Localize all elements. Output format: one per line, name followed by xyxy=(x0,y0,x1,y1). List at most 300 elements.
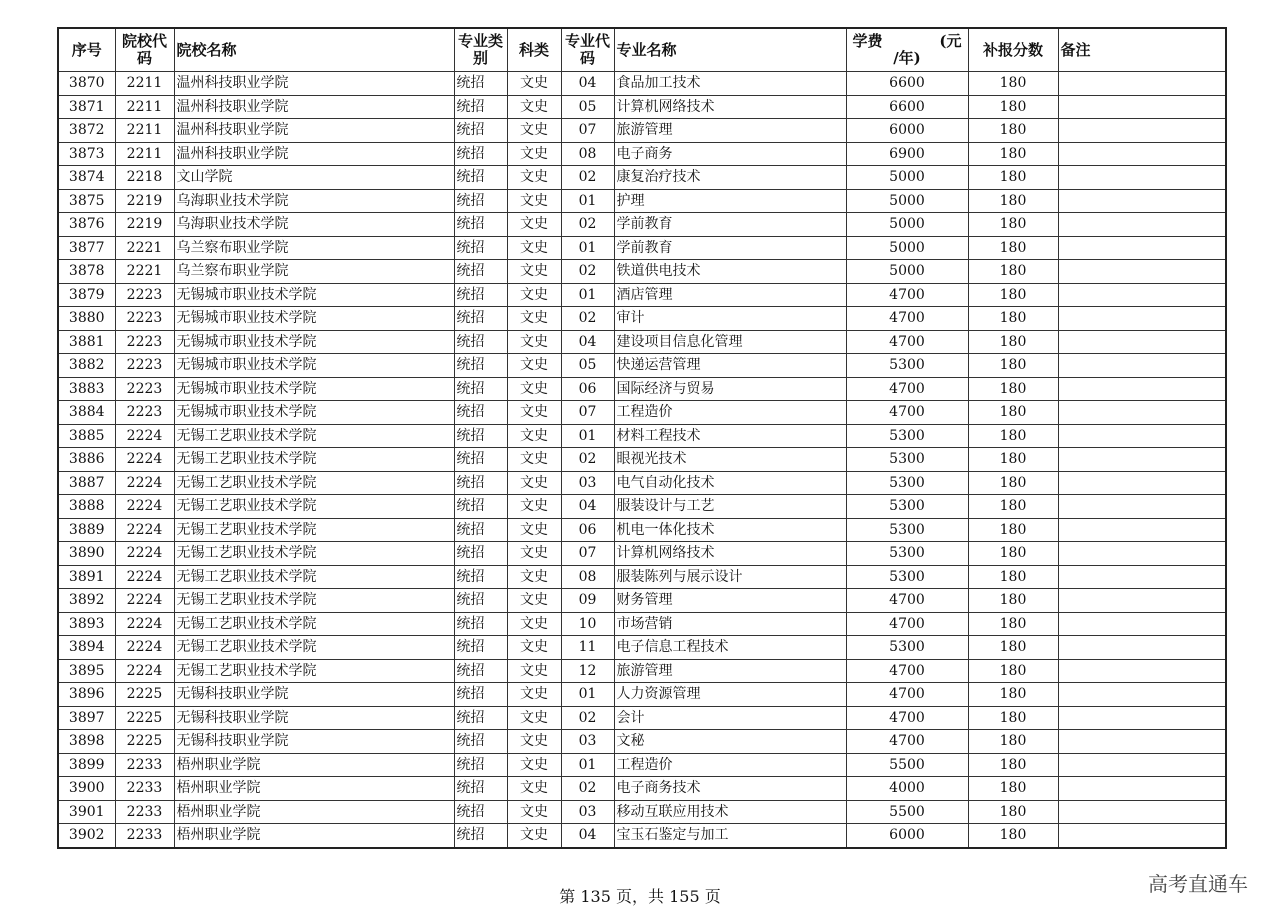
cell-school-code: 2233 xyxy=(115,777,174,801)
cell-major-code: 07 xyxy=(561,401,614,425)
cell-fee: 5300 xyxy=(846,565,968,589)
table-row xyxy=(58,401,1226,425)
cell-fee: 4700 xyxy=(846,730,968,754)
cell-major-name: 人力资源管理 xyxy=(614,683,846,707)
cell-seq: 3897 xyxy=(58,706,115,730)
cell-school-name: 梧州职业学院 xyxy=(174,800,454,824)
cell-school-name: 无锡工艺职业技术学院 xyxy=(174,565,454,589)
cell-school-code: 2223 xyxy=(115,377,174,401)
header-notes: 备注 xyxy=(1058,28,1226,72)
cell-score: 180 xyxy=(968,730,1058,754)
cell-major-code: 02 xyxy=(561,213,614,237)
cell-school-code: 2224 xyxy=(115,518,174,542)
cell-seq: 3888 xyxy=(58,495,115,519)
cell-major-code: 01 xyxy=(561,189,614,213)
cell-score: 180 xyxy=(968,565,1058,589)
cell-score: 180 xyxy=(968,142,1058,166)
cell-subject: 文史 xyxy=(507,236,561,260)
cell-subject: 文史 xyxy=(507,213,561,237)
cell-school-name: 无锡城市职业技术学院 xyxy=(174,354,454,378)
cell-major-code: 06 xyxy=(561,518,614,542)
table-row xyxy=(58,636,1226,660)
cell-school-code: 2221 xyxy=(115,236,174,260)
cell-notes xyxy=(1058,283,1226,307)
cell-category: 统招 xyxy=(454,471,507,495)
cell-fee: 6000 xyxy=(846,119,968,143)
cell-category: 统招 xyxy=(454,495,507,519)
header-fee xyxy=(846,28,968,72)
cell-school-name: 文山学院 xyxy=(174,166,454,190)
cell-fee: 5300 xyxy=(846,542,968,566)
cell-notes xyxy=(1058,260,1226,284)
cell-notes xyxy=(1058,659,1226,683)
cell-school-code: 2223 xyxy=(115,354,174,378)
cell-school-code: 2224 xyxy=(115,542,174,566)
cell-school-name: 无锡工艺职业技术学院 xyxy=(174,659,454,683)
cell-seq: 3872 xyxy=(58,119,115,143)
table-row xyxy=(58,800,1226,824)
cell-major-code: 01 xyxy=(561,424,614,448)
cell-notes xyxy=(1058,753,1226,777)
watermark: 高考直通车 xyxy=(1148,872,1248,896)
cell-major-code: 04 xyxy=(561,495,614,519)
cell-seq: 3870 xyxy=(58,72,115,96)
cell-category: 统招 xyxy=(454,213,507,237)
header-school-code: 院校代码 xyxy=(115,28,174,72)
cell-subject: 文史 xyxy=(507,377,561,401)
cell-seq: 3876 xyxy=(58,213,115,237)
cell-fee: 5300 xyxy=(846,424,968,448)
cell-category: 统招 xyxy=(454,448,507,472)
cell-subject: 文史 xyxy=(507,753,561,777)
cell-school-code: 2211 xyxy=(115,142,174,166)
cell-seq: 3882 xyxy=(58,354,115,378)
cell-notes xyxy=(1058,142,1226,166)
cell-school-code: 2211 xyxy=(115,119,174,143)
cell-major-code: 07 xyxy=(561,542,614,566)
cell-notes xyxy=(1058,683,1226,707)
cell-school-code: 2211 xyxy=(115,72,174,96)
cell-seq: 3874 xyxy=(58,166,115,190)
cell-category: 统招 xyxy=(454,166,507,190)
cell-school-name: 温州科技职业学院 xyxy=(174,119,454,143)
cell-score: 180 xyxy=(968,260,1058,284)
table-row xyxy=(58,236,1226,260)
cell-fee: 5500 xyxy=(846,753,968,777)
cell-score: 180 xyxy=(968,354,1058,378)
cell-major-code: 10 xyxy=(561,612,614,636)
cell-seq: 3893 xyxy=(58,612,115,636)
cell-major-name: 眼视光技术 xyxy=(614,448,846,472)
cell-major-code: 09 xyxy=(561,589,614,613)
cell-major-name: 宝玉石鉴定与加工 xyxy=(614,824,846,848)
cell-score: 180 xyxy=(968,589,1058,613)
cell-school-code: 2223 xyxy=(115,307,174,331)
cell-subject: 文史 xyxy=(507,401,561,425)
cell-seq: 3884 xyxy=(58,401,115,425)
cell-notes xyxy=(1058,495,1226,519)
cell-major-name: 会计 xyxy=(614,706,846,730)
cell-school-name: 温州科技职业学院 xyxy=(174,72,454,96)
cell-notes xyxy=(1058,448,1226,472)
cell-category: 统招 xyxy=(454,424,507,448)
page-footer: 第 135 页，共 155 页 xyxy=(559,887,721,906)
cell-school-code: 2219 xyxy=(115,213,174,237)
cell-category: 统招 xyxy=(454,730,507,754)
cell-fee: 4700 xyxy=(846,377,968,401)
cell-subject: 文史 xyxy=(507,307,561,331)
cell-subject: 文史 xyxy=(507,72,561,96)
cell-fee: 6000 xyxy=(846,824,968,848)
header-school-name: 院校名称 xyxy=(174,28,454,72)
cell-score: 180 xyxy=(968,824,1058,848)
cell-subject: 文史 xyxy=(507,142,561,166)
cell-school-name: 无锡科技职业学院 xyxy=(174,730,454,754)
cell-major-code: 08 xyxy=(561,565,614,589)
cell-score: 180 xyxy=(968,800,1058,824)
cell-major-code: 03 xyxy=(561,730,614,754)
cell-category: 统招 xyxy=(454,95,507,119)
cell-notes xyxy=(1058,612,1226,636)
cell-major-code: 03 xyxy=(561,471,614,495)
cell-seq: 3883 xyxy=(58,377,115,401)
cell-fee: 5000 xyxy=(846,166,968,190)
cell-major-code: 01 xyxy=(561,683,614,707)
cell-school-code: 2224 xyxy=(115,612,174,636)
cell-subject: 文史 xyxy=(507,354,561,378)
cell-school-name: 无锡科技职业学院 xyxy=(174,683,454,707)
cell-subject: 文史 xyxy=(507,542,561,566)
cell-fee: 4700 xyxy=(846,612,968,636)
cell-score: 180 xyxy=(968,189,1058,213)
cell-major-name: 市场营销 xyxy=(614,612,846,636)
table-row xyxy=(58,659,1226,683)
cell-school-name: 温州科技职业学院 xyxy=(174,95,454,119)
cell-seq: 3880 xyxy=(58,307,115,331)
cell-score: 180 xyxy=(968,330,1058,354)
cell-notes xyxy=(1058,730,1226,754)
table-row xyxy=(58,95,1226,119)
cell-notes xyxy=(1058,213,1226,237)
cell-major-code: 02 xyxy=(561,307,614,331)
cell-major-name: 服装陈列与展示设计 xyxy=(614,565,846,589)
cell-major-name: 学前教育 xyxy=(614,213,846,237)
table-row xyxy=(58,589,1226,613)
cell-major-code: 05 xyxy=(561,95,614,119)
cell-fee: 5500 xyxy=(846,800,968,824)
table-row xyxy=(58,753,1226,777)
cell-score: 180 xyxy=(968,753,1058,777)
cell-seq: 3877 xyxy=(58,236,115,260)
cell-subject: 文史 xyxy=(507,471,561,495)
cell-seq: 3895 xyxy=(58,659,115,683)
cell-major-name: 酒店管理 xyxy=(614,283,846,307)
table-row xyxy=(58,424,1226,448)
cell-major-code: 01 xyxy=(561,283,614,307)
cell-seq: 3879 xyxy=(58,283,115,307)
cell-seq: 3886 xyxy=(58,448,115,472)
cell-school-name: 无锡工艺职业技术学院 xyxy=(174,518,454,542)
cell-major-code: 02 xyxy=(561,166,614,190)
cell-school-name: 乌海职业技术学院 xyxy=(174,189,454,213)
header-subject: 科类 xyxy=(507,28,561,72)
table-row xyxy=(58,189,1226,213)
cell-major-code: 02 xyxy=(561,260,614,284)
cell-major-code: 02 xyxy=(561,448,614,472)
cell-subject: 文史 xyxy=(507,706,561,730)
cell-school-code: 2225 xyxy=(115,683,174,707)
cell-category: 统招 xyxy=(454,236,507,260)
cell-fee: 4700 xyxy=(846,330,968,354)
cell-subject: 文史 xyxy=(507,95,561,119)
cell-seq: 3890 xyxy=(58,542,115,566)
cell-seq: 3898 xyxy=(58,730,115,754)
cell-school-code: 2233 xyxy=(115,753,174,777)
cell-score: 180 xyxy=(968,636,1058,660)
table-row xyxy=(58,354,1226,378)
cell-major-name: 铁道供电技术 xyxy=(614,260,846,284)
cell-school-code: 2233 xyxy=(115,824,174,848)
cell-major-code: 05 xyxy=(561,354,614,378)
cell-fee: 4700 xyxy=(846,283,968,307)
cell-notes xyxy=(1058,119,1226,143)
cell-major-name: 计算机网络技术 xyxy=(614,542,846,566)
cell-notes xyxy=(1058,307,1226,331)
cell-subject: 文史 xyxy=(507,495,561,519)
cell-subject: 文史 xyxy=(507,448,561,472)
cell-category: 统招 xyxy=(454,636,507,660)
cell-category: 统招 xyxy=(454,565,507,589)
cell-school-name: 梧州职业学院 xyxy=(174,777,454,801)
cell-score: 180 xyxy=(968,236,1058,260)
table-row xyxy=(58,730,1226,754)
cell-seq: 3894 xyxy=(58,636,115,660)
cell-major-code: 11 xyxy=(561,636,614,660)
cell-school-code: 2223 xyxy=(115,330,174,354)
cell-notes xyxy=(1058,706,1226,730)
cell-school-code: 2224 xyxy=(115,659,174,683)
cell-school-code: 2224 xyxy=(115,448,174,472)
cell-subject: 文史 xyxy=(507,189,561,213)
cell-major-code: 01 xyxy=(561,236,614,260)
cell-school-code: 2224 xyxy=(115,424,174,448)
cell-notes xyxy=(1058,424,1226,448)
cell-notes xyxy=(1058,72,1226,96)
cell-score: 180 xyxy=(968,72,1058,96)
cell-score: 180 xyxy=(968,495,1058,519)
cell-subject: 文史 xyxy=(507,283,561,307)
cell-score: 180 xyxy=(968,377,1058,401)
cell-fee: 4700 xyxy=(846,401,968,425)
cell-subject: 文史 xyxy=(507,565,561,589)
cell-school-name: 乌兰察布职业学院 xyxy=(174,236,454,260)
cell-school-code: 2225 xyxy=(115,706,174,730)
cell-category: 统招 xyxy=(454,518,507,542)
table-row xyxy=(58,683,1226,707)
cell-notes xyxy=(1058,166,1226,190)
table-row xyxy=(58,542,1226,566)
cell-major-name: 财务管理 xyxy=(614,589,846,613)
cell-major-name: 文秘 xyxy=(614,730,846,754)
cell-major-name: 电子信息工程技术 xyxy=(614,636,846,660)
cell-school-code: 2221 xyxy=(115,260,174,284)
cell-major-name: 移动互联应用技术 xyxy=(614,800,846,824)
cell-major-name: 机电一体化技术 xyxy=(614,518,846,542)
cell-fee: 5000 xyxy=(846,260,968,284)
cell-major-name: 学前教育 xyxy=(614,236,846,260)
cell-seq: 3878 xyxy=(58,260,115,284)
cell-subject: 文史 xyxy=(507,683,561,707)
cell-category: 统招 xyxy=(454,612,507,636)
cell-score: 180 xyxy=(968,612,1058,636)
cell-fee: 4700 xyxy=(846,589,968,613)
cell-major-name: 快递运营管理 xyxy=(614,354,846,378)
cell-category: 统招 xyxy=(454,142,507,166)
cell-school-name: 无锡工艺职业技术学院 xyxy=(174,471,454,495)
cell-school-name: 梧州职业学院 xyxy=(174,824,454,848)
table-row xyxy=(58,565,1226,589)
cell-school-code: 2218 xyxy=(115,166,174,190)
cell-notes xyxy=(1058,401,1226,425)
table-row xyxy=(58,824,1226,848)
cell-school-code: 2223 xyxy=(115,401,174,425)
cell-school-code: 2224 xyxy=(115,471,174,495)
cell-subject: 文史 xyxy=(507,824,561,848)
cell-category: 统招 xyxy=(454,683,507,707)
cell-school-code: 2233 xyxy=(115,800,174,824)
cell-score: 180 xyxy=(968,166,1058,190)
cell-major-code: 03 xyxy=(561,800,614,824)
cell-category: 统招 xyxy=(454,72,507,96)
table-row xyxy=(58,119,1226,143)
cell-category: 统招 xyxy=(454,777,507,801)
cell-major-name: 旅游管理 xyxy=(614,119,846,143)
cell-subject: 文史 xyxy=(507,612,561,636)
cell-category: 统招 xyxy=(454,800,507,824)
cell-score: 180 xyxy=(968,542,1058,566)
cell-school-code: 2211 xyxy=(115,95,174,119)
cell-major-name: 材料工程技术 xyxy=(614,424,846,448)
header-fee-label: 学费 xyxy=(852,32,883,50)
cell-school-code: 2219 xyxy=(115,189,174,213)
cell-category: 统招 xyxy=(454,401,507,425)
cell-score: 180 xyxy=(968,283,1058,307)
table-row xyxy=(58,448,1226,472)
cell-notes xyxy=(1058,471,1226,495)
cell-school-code: 2224 xyxy=(115,589,174,613)
table-row xyxy=(58,72,1226,96)
table-row xyxy=(58,377,1226,401)
cell-seq: 3885 xyxy=(58,424,115,448)
table-row xyxy=(58,518,1226,542)
cell-seq: 3892 xyxy=(58,589,115,613)
cell-score: 180 xyxy=(968,659,1058,683)
cell-fee: 5000 xyxy=(846,236,968,260)
cell-major-name: 计算机网络技术 xyxy=(614,95,846,119)
cell-school-name: 无锡城市职业技术学院 xyxy=(174,401,454,425)
cell-fee: 5000 xyxy=(846,213,968,237)
cell-seq: 3891 xyxy=(58,565,115,589)
cell-fee: 4700 xyxy=(846,706,968,730)
cell-school-name: 无锡工艺职业技术学院 xyxy=(174,589,454,613)
cell-school-name: 无锡城市职业技术学院 xyxy=(174,330,454,354)
cell-school-name: 无锡工艺职业技术学院 xyxy=(174,424,454,448)
cell-subject: 文史 xyxy=(507,119,561,143)
cell-score: 180 xyxy=(968,307,1058,331)
cell-score: 180 xyxy=(968,777,1058,801)
cell-major-name: 审计 xyxy=(614,307,846,331)
cell-subject: 文史 xyxy=(507,800,561,824)
table-body xyxy=(58,72,1226,848)
cell-school-name: 乌海职业技术学院 xyxy=(174,213,454,237)
cell-major-name: 建设项目信息化管理 xyxy=(614,330,846,354)
cell-major-code: 02 xyxy=(561,706,614,730)
cell-score: 180 xyxy=(968,683,1058,707)
cell-subject: 文史 xyxy=(507,589,561,613)
cell-notes xyxy=(1058,636,1226,660)
cell-notes xyxy=(1058,542,1226,566)
cell-fee: 5300 xyxy=(846,495,968,519)
table-row xyxy=(58,495,1226,519)
cell-score: 180 xyxy=(968,401,1058,425)
cell-category: 统招 xyxy=(454,260,507,284)
cell-score: 180 xyxy=(968,424,1058,448)
admissions-table xyxy=(57,27,1227,849)
cell-major-code: 04 xyxy=(561,824,614,848)
cell-school-name: 无锡工艺职业技术学院 xyxy=(174,612,454,636)
cell-fee: 6600 xyxy=(846,95,968,119)
cell-category: 统招 xyxy=(454,307,507,331)
cell-school-name: 无锡工艺职业技术学院 xyxy=(174,636,454,660)
cell-category: 统招 xyxy=(454,189,507,213)
cell-fee: 4700 xyxy=(846,683,968,707)
cell-school-name: 温州科技职业学院 xyxy=(174,142,454,166)
cell-school-name: 梧州职业学院 xyxy=(174,753,454,777)
cell-fee: 6900 xyxy=(846,142,968,166)
cell-seq: 3881 xyxy=(58,330,115,354)
cell-subject: 文史 xyxy=(507,730,561,754)
cell-seq: 3873 xyxy=(58,142,115,166)
table-row xyxy=(58,706,1226,730)
cell-seq: 3901 xyxy=(58,800,115,824)
cell-seq: 3875 xyxy=(58,189,115,213)
table-row xyxy=(58,283,1226,307)
cell-major-code: 06 xyxy=(561,377,614,401)
cell-subject: 文史 xyxy=(507,260,561,284)
cell-notes xyxy=(1058,95,1226,119)
cell-seq: 3896 xyxy=(58,683,115,707)
table-row xyxy=(58,213,1226,237)
cell-school-name: 无锡科技职业学院 xyxy=(174,706,454,730)
cell-notes xyxy=(1058,800,1226,824)
cell-fee: 5300 xyxy=(846,448,968,472)
cell-fee: 5300 xyxy=(846,636,968,660)
cell-score: 180 xyxy=(968,448,1058,472)
table-row xyxy=(58,166,1226,190)
cell-category: 统招 xyxy=(454,753,507,777)
header-major-code: 专业代码 xyxy=(561,28,614,72)
cell-school-name: 无锡工艺职业技术学院 xyxy=(174,495,454,519)
cell-fee: 5000 xyxy=(846,189,968,213)
cell-school-code: 2224 xyxy=(115,495,174,519)
cell-major-name: 食品加工技术 xyxy=(614,72,846,96)
cell-major-name: 旅游管理 xyxy=(614,659,846,683)
cell-subject: 文史 xyxy=(507,166,561,190)
cell-notes xyxy=(1058,354,1226,378)
cell-school-name: 无锡城市职业技术学院 xyxy=(174,283,454,307)
cell-seq: 3889 xyxy=(58,518,115,542)
cell-subject: 文史 xyxy=(507,424,561,448)
